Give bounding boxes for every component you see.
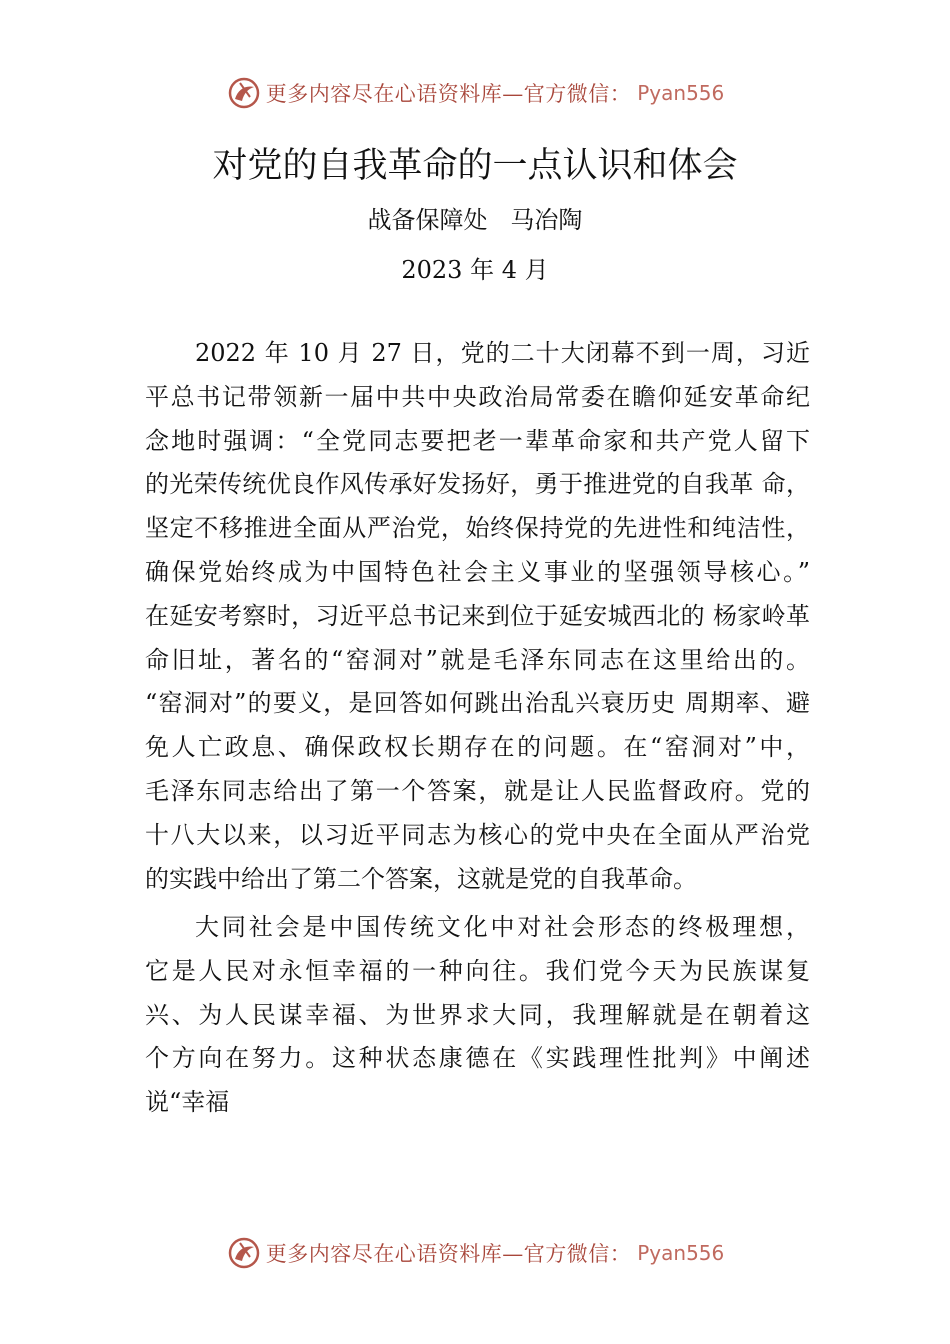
paragraph-line: 免人亡政息、确保政权长期存在的问题。在“窑洞对”中， [145,733,810,762]
paragraph-line: 在延安考察时，习近平总书记来到位于延安城西北的 杨家岭革 [145,601,810,630]
brand-logo-icon [226,1235,262,1271]
paragraph-line: 的光荣传统优良作风传承好发扬好，勇于推进党的自我革 命， [145,470,810,499]
paragraph-line: 十八大以来，以习近平同志为核心的党中央在全面从严治党 [145,820,810,849]
paragraph-line: 命旧址，著名的“窑洞对”就是毛泽东同志在这里给出的。 [145,645,810,674]
paragraph-2 [145,906,810,1125]
paragraph-line: 2022 年 10 月 27 日，党的二十大闭幕不到一周，习近 [195,339,810,367]
paragraph-line: “窑洞对”的要义，是回答如何跳出治乱兴衰历史 周期率、避 [145,689,810,718]
paragraph-line: 坚定不移推进全面从严治党，始终保持党的先进性和纯洁性， [145,514,810,543]
document-author: 战备保障处 马冶陶 [367,206,583,234]
paragraph-line: 的实践中给出了第二个答案，这就是党的自我革命。 [145,864,697,893]
banner-text: 更多内容尽在心语资料库—官方微信： [265,82,632,106]
paragraph-line: 个方向在努力。这种状态康德在《实践理性批判》中阐述 [145,1044,810,1073]
paragraph-line: 念地时强调：“全党同志要把老一辈革命家和共产党人留下 [145,426,810,455]
paragraph-line: 说“幸福 [145,1088,230,1117]
brand-logo-icon [226,75,262,111]
banner-wechat-id: Pyan556 [637,81,725,105]
banner-wechat-id: Pyan556 [637,1241,725,1265]
document-title: 对党的自我革命的一点认识和体会 [212,146,738,186]
paragraph-1 [145,332,810,901]
header-banner [0,71,950,115]
paragraph-line: 它是人民对永恒幸福的一种向往。我们党今天为民族谋复 [145,956,810,985]
banner-text: 更多内容尽在心语资料库—官方微信： [265,1242,632,1266]
paragraph-line: 兴、为人民谋幸福、为世界求大同，我理解就是在朝着这 [145,1000,810,1029]
paragraph-line: 大同社会是中国传统文化中对社会形态的终极理想， [195,913,810,941]
document-date: 2023 年 4 月 [401,256,549,284]
paragraph-line: 毛泽东同志给出了第一个答案，就是让人民监督政府。党的 [145,776,810,805]
paragraph-line: 确保党始终成为中国特色社会主义事业的坚强领导核心。” [145,557,810,586]
paragraph-line: 平总书记带领新一届中共中央政治局常委在瞻仰延安革命纪 [145,382,810,411]
footer-banner [0,1231,950,1275]
